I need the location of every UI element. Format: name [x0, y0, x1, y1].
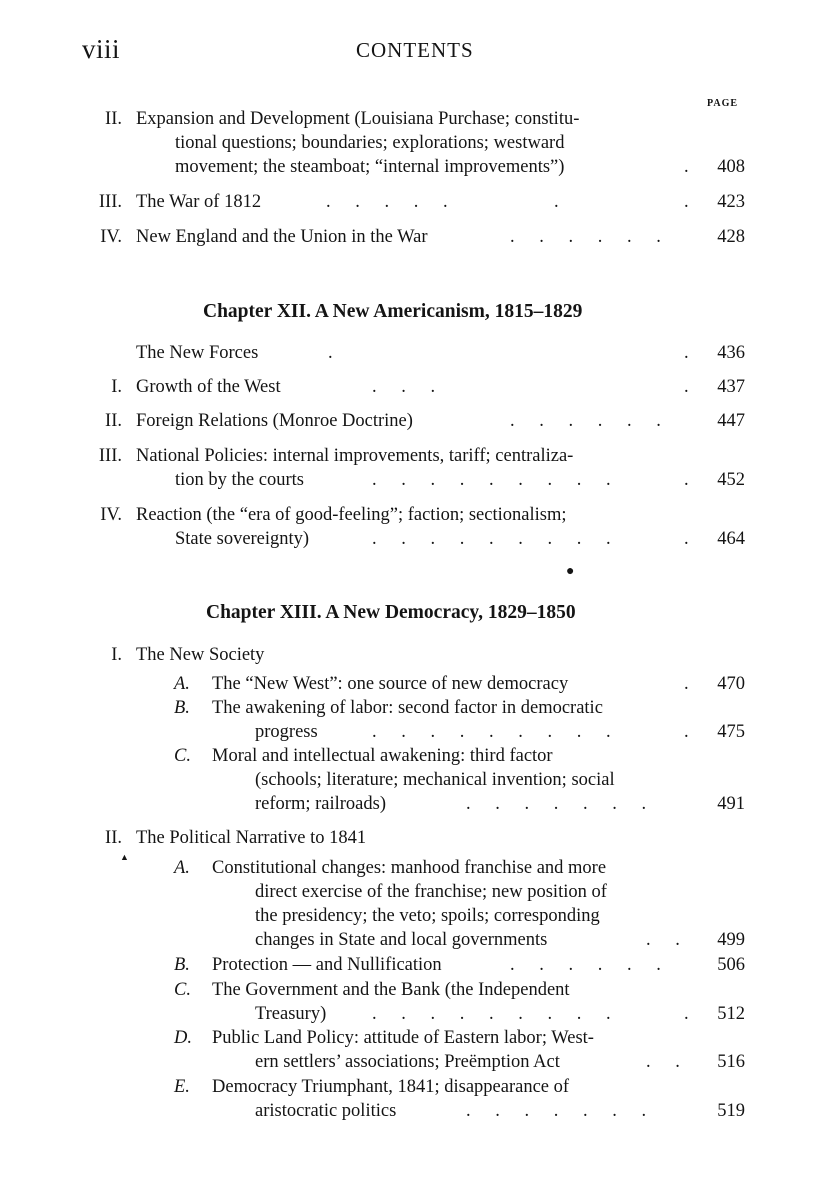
- entry-page: 491: [717, 794, 745, 814]
- item-letter: E.: [174, 1077, 190, 1097]
- item-letter: A.: [174, 858, 190, 878]
- entry-line: (schools; literature; mechanical invention; social: [255, 770, 615, 790]
- leader-dots: .: [684, 470, 689, 490]
- entry-page: 423: [717, 192, 745, 212]
- print-speck: ▲: [120, 852, 129, 862]
- leader-dots: .: [684, 157, 689, 177]
- entry-line: Foreign Relations (Monroe Doctrine): [136, 411, 413, 431]
- item-letter: C.: [174, 980, 191, 1000]
- entry-line: the presidency; the veto; spoils; corresponding: [255, 906, 600, 926]
- leader-dots: . . . . . .: [510, 411, 671, 431]
- entry-number: II.: [105, 411, 122, 431]
- leader-dots: . . . . . .: [510, 227, 671, 247]
- entry-line: The New Forces: [136, 343, 259, 363]
- entry-line: The New Society: [136, 645, 265, 665]
- entry-number: II.: [105, 109, 122, 129]
- entry-page: 464: [717, 529, 745, 549]
- entry-number: IV.: [100, 227, 122, 247]
- entry-page: 506: [717, 955, 745, 975]
- entry-number: I.: [111, 377, 122, 397]
- chapter-heading: Chapter XIII. A New Democracy, 1829–1850: [206, 602, 576, 623]
- leader-dots: . . . . . . .: [466, 794, 657, 814]
- entry-line: Protection — and Nullification: [212, 955, 442, 975]
- item-letter: B.: [174, 698, 190, 718]
- leader-dots: .: [684, 674, 689, 694]
- entry-page: 516: [717, 1052, 745, 1072]
- entry-line: New England and the Union in the War: [136, 227, 428, 247]
- entry-number: II.: [105, 828, 122, 848]
- entry-line: reform; railroads): [255, 794, 386, 814]
- leader-dots: .: [684, 377, 689, 397]
- entry-line: aristocratic politics: [255, 1101, 397, 1121]
- entry-line: The awakening of labor: second factor in democratic: [212, 698, 603, 718]
- entry-page: 437: [717, 377, 745, 397]
- page-column-label: PAGE: [707, 98, 739, 109]
- entry-line: Growth of the West: [136, 377, 281, 397]
- leader-dots: . . . . . . . . .: [372, 1004, 621, 1024]
- entry-page: 475: [717, 722, 745, 742]
- entry-page: 499: [717, 930, 745, 950]
- entry-line: National Policies: internal improvements, tariff; centraliza-: [136, 446, 574, 466]
- leader-dots: . .: [646, 930, 690, 950]
- entry-number: I.: [111, 645, 122, 665]
- entry-line: Moral and intellectual awakening: third factor: [212, 746, 553, 766]
- entry-line: direct exercise of the franchise; new position of: [255, 882, 607, 902]
- entry-line: tional questions; boundaries; explorations; westward: [175, 133, 565, 153]
- entry-line: tion by the courts: [175, 470, 304, 490]
- entry-page: 470: [717, 674, 745, 694]
- entry-line: progress: [255, 722, 318, 742]
- entry-line: Public Land Policy: attitude of Eastern labor; West-: [212, 1028, 594, 1048]
- leader-dots: . . . . .: [326, 192, 458, 212]
- entry-line: changes in State and local governments: [255, 930, 548, 950]
- entry-line: movement; the steamboat; “internal improvements”): [175, 157, 565, 177]
- entry-number: III.: [98, 446, 122, 466]
- running-head: CONTENTS: [356, 38, 474, 62]
- leader-dots: .: [328, 343, 333, 363]
- entry-number: IV.: [100, 505, 122, 525]
- entry-line: Democracy Triumphant, 1841; disappearance of: [212, 1077, 570, 1097]
- item-letter: A.: [174, 674, 190, 694]
- entry-page: 512: [717, 1004, 745, 1024]
- leader-dots: . . .: [372, 377, 446, 397]
- entry-line: The Government and the Bank (the Independent: [212, 980, 570, 1000]
- folio-page-number: viii: [82, 34, 121, 64]
- chapter-heading: Chapter XII. A New Americanism, 1815–1829: [203, 301, 583, 322]
- leader-dots: .: [684, 529, 689, 549]
- entry-line: The “New West”: one source of new democracy: [212, 674, 569, 694]
- entry-page: 447: [717, 411, 745, 431]
- entry-line: The War of 1812: [136, 192, 262, 212]
- leader-dots: .: [684, 1004, 689, 1024]
- leader-dots: .: [554, 192, 559, 212]
- item-letter: B.: [174, 955, 190, 975]
- leader-dots: . . . . . .: [510, 955, 671, 975]
- item-letter: C.: [174, 746, 191, 766]
- entry-page: 519: [717, 1101, 745, 1121]
- leader-dots: . . . . . . . . .: [372, 722, 621, 742]
- leader-dots: .: [684, 722, 689, 742]
- entry-line: Constitutional changes: manhood franchise and more: [212, 858, 607, 878]
- leader-dots: . .: [646, 1052, 690, 1072]
- entry-line: Reaction (the “era of good-feeling”; faction; sectionalism;: [136, 505, 567, 525]
- leader-dots: . . . . . . .: [466, 1101, 657, 1121]
- entry-number: III.: [98, 192, 122, 212]
- entry-page: 436: [717, 343, 745, 363]
- leader-dots: . . . . . . . . .: [372, 529, 621, 549]
- leader-dots: .: [684, 192, 689, 212]
- entry-page: 408: [717, 157, 745, 177]
- entry-page: 452: [717, 470, 745, 490]
- item-letter: D.: [174, 1028, 192, 1048]
- leader-dots: . . . . . . . . .: [372, 470, 621, 490]
- entry-line: State sovereignty): [175, 529, 310, 549]
- entry-line: The Political Narrative to 1841: [136, 828, 367, 848]
- entry-line: Expansion and Development (Louisiana Purchase; constitu-: [136, 109, 580, 129]
- print-speck: ●: [566, 564, 575, 579]
- entry-line: ern settlers’ associations; Preëmption Act: [255, 1052, 560, 1072]
- leader-dots: .: [684, 343, 689, 363]
- entry-page: 428: [717, 227, 745, 247]
- entry-line: Treasury): [255, 1004, 327, 1024]
